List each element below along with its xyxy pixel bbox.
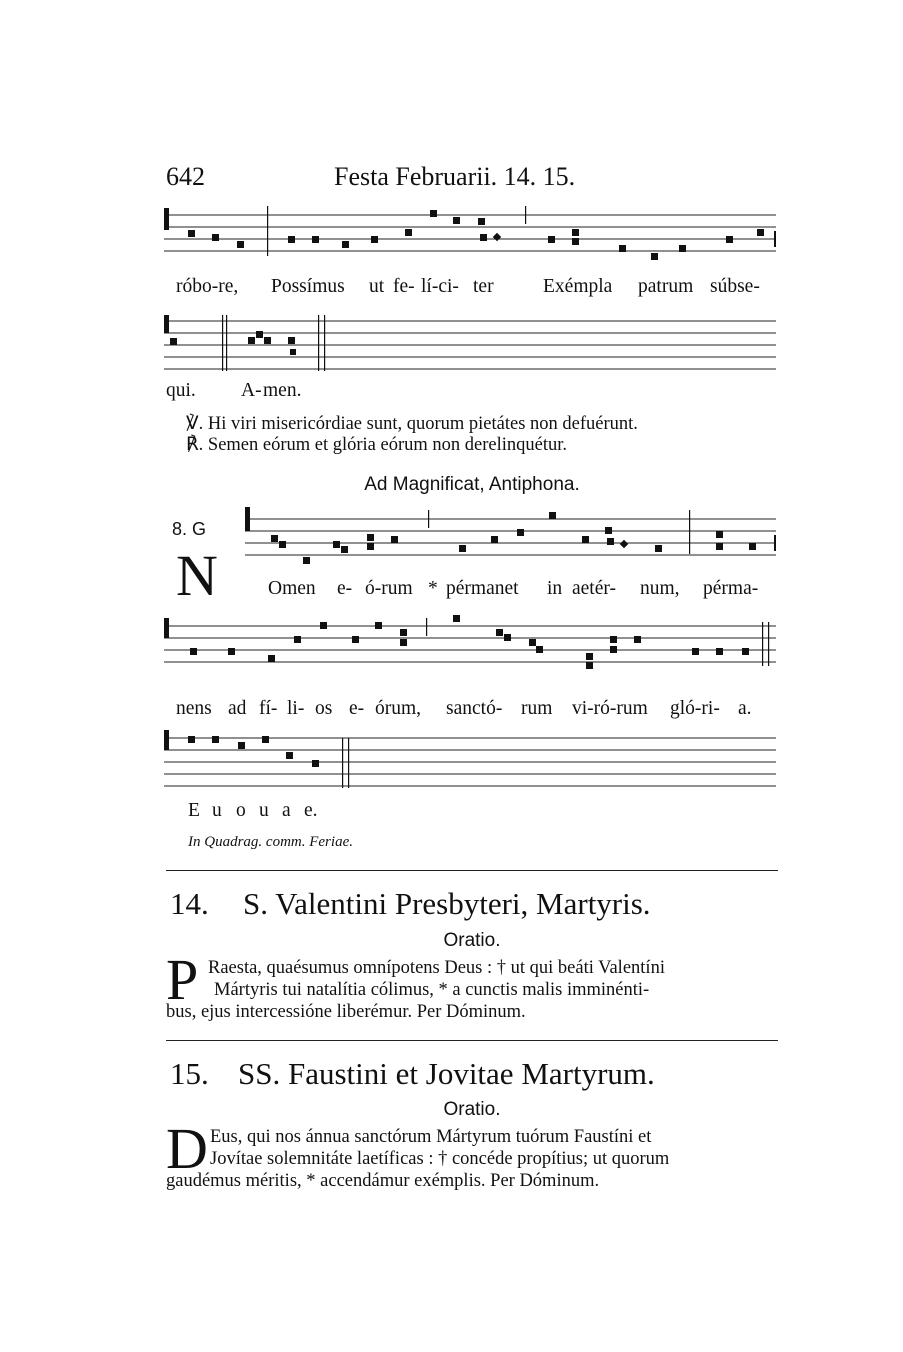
- lyric-syllable: patrum: [638, 276, 694, 297]
- response-text: Semen eórum et glória eórum non derelinquétur.: [207, 435, 568, 455]
- c-clef-icon: [164, 315, 169, 333]
- magnificat-heading: Ad Magnificat, Antiphona.: [364, 474, 580, 495]
- lyric-syllable: gló-ri-: [670, 698, 720, 719]
- section-14-oratio-label: Oratio.: [443, 930, 501, 951]
- section-14-number: 14.: [170, 886, 209, 921]
- lyric-syllable: rum: [521, 698, 553, 719]
- lyric-syllable: E: [188, 800, 200, 821]
- lyric-syllable: u: [259, 800, 269, 821]
- lyric-syllable: sanctó-: [446, 698, 503, 719]
- lyric-syllable: Omen: [268, 578, 316, 599]
- versicle-text: Hi viri misericórdiae sunt, quorum pietátes non defuérunt.: [207, 414, 638, 434]
- lyric-syllable: fe-: [393, 276, 415, 297]
- chant-staff-1: [164, 205, 778, 261]
- section-15-line-2: Jovítae solemnitáte laetíficas : † concéde propítius; ut quorum: [210, 1149, 670, 1169]
- section-15-oratio-label: Oratio.: [443, 1099, 501, 1120]
- lyric-syllable: Exémpla: [543, 276, 613, 297]
- lyric-syllable: in: [547, 578, 563, 599]
- lyric-syllable: ó-rum: [365, 578, 413, 599]
- lyric-syllable: ut: [369, 276, 385, 297]
- staff-lines: [164, 205, 778, 265]
- lyric-syllable: Possímus: [271, 276, 345, 297]
- running-title: Festa Februarii. 14. 15.: [334, 162, 576, 191]
- section-15-line-1: Eus, qui nos ánnua sanctórum Mártyrum tuórum Faustíni et: [210, 1127, 652, 1147]
- lyric-syllable: os: [315, 698, 333, 719]
- lyric-syllable: nens: [176, 698, 212, 719]
- section-divider: [166, 1040, 778, 1041]
- staff-lines: [164, 612, 778, 692]
- section-14-line-3: bus, ejus intercessióne liberémur. Per Dóminum.: [166, 1002, 526, 1022]
- versicle-symbol: ℣.: [186, 414, 204, 434]
- section-14-line-1: Raesta, quaésumus omnípotens Deus : † ut qui beáti Valentíni: [208, 958, 665, 978]
- lyric-syllable: aetér-: [572, 578, 616, 599]
- chant-staff-2: [164, 313, 778, 369]
- lyric-syllable: róbo-re,: [176, 276, 239, 297]
- section-15-line-3: gaudémus méritis, * accendámur exémplis. Per Dóminum.: [166, 1171, 600, 1191]
- chant-staff-3: [245, 505, 778, 561]
- lyric-syllable: num,: [640, 578, 680, 599]
- lyric-syllable: a: [282, 800, 291, 821]
- lyric-syllable: e-: [337, 578, 353, 599]
- chant-staff-5: [164, 728, 778, 784]
- lyric-syllable: pérma-: [703, 578, 759, 599]
- page-number: 642: [166, 162, 205, 191]
- staff-lines: [164, 313, 778, 373]
- section-15-title: SS. Faustini et Jovitae Martyrum.: [238, 1056, 655, 1091]
- lyric-syllable: e.: [304, 800, 318, 821]
- section-14-title: S. Valentini Presbyteri, Martyris.: [243, 886, 651, 921]
- section-14-line-2: Mártyris tui natalítia cólimus, * a cunctis malis imminénti-: [214, 980, 650, 1000]
- section-15-initial: D: [166, 1116, 208, 1181]
- mode-label: 8. G: [172, 519, 207, 539]
- section-14-initial: P: [166, 947, 199, 1012]
- lyric-syllable: vi-ró-rum: [572, 698, 648, 719]
- staff-lines: [245, 505, 778, 565]
- c-clef-icon: [164, 730, 169, 750]
- response-line: [186, 434, 567, 456]
- page-header: [166, 162, 778, 196]
- lyric-syllable: pérmanet: [446, 578, 519, 599]
- c-clef-icon: [245, 507, 250, 531]
- lyric-syllable: a.: [738, 698, 752, 719]
- lyric-syllable: o: [236, 800, 246, 821]
- section-divider: [166, 870, 778, 871]
- lyric-syllable: órum,: [375, 698, 422, 719]
- lyric-syllable: li-: [287, 698, 305, 719]
- lyric-syllable: u: [212, 800, 222, 821]
- chant-staff-4: [164, 612, 778, 668]
- c-clef-icon: [164, 208, 169, 230]
- lyric-syllable: A-: [241, 380, 262, 401]
- lyric-syllable: ad: [228, 698, 247, 719]
- lyric-syllable: *: [428, 578, 438, 599]
- lyric-syllable: ter: [473, 276, 494, 297]
- lyric-syllable: men.: [263, 380, 302, 401]
- lyric-syllable: lí-ci-: [421, 276, 459, 297]
- response-symbol: ℟.: [186, 435, 204, 455]
- versicle-line: [186, 413, 638, 435]
- lyric-syllable: e-: [349, 698, 365, 719]
- staff-lines: [164, 728, 778, 792]
- rubric-note: In Quadrag. comm. Feriae.: [188, 834, 353, 850]
- lyric-syllable: fí-: [259, 698, 278, 719]
- c-clef-icon: [164, 618, 169, 638]
- lyric-syllable: qui.: [166, 380, 196, 401]
- antiphon-initial: N: [176, 543, 218, 608]
- lyric-syllable: súbse-: [710, 276, 760, 297]
- section-15-number: 15.: [170, 1056, 209, 1091]
